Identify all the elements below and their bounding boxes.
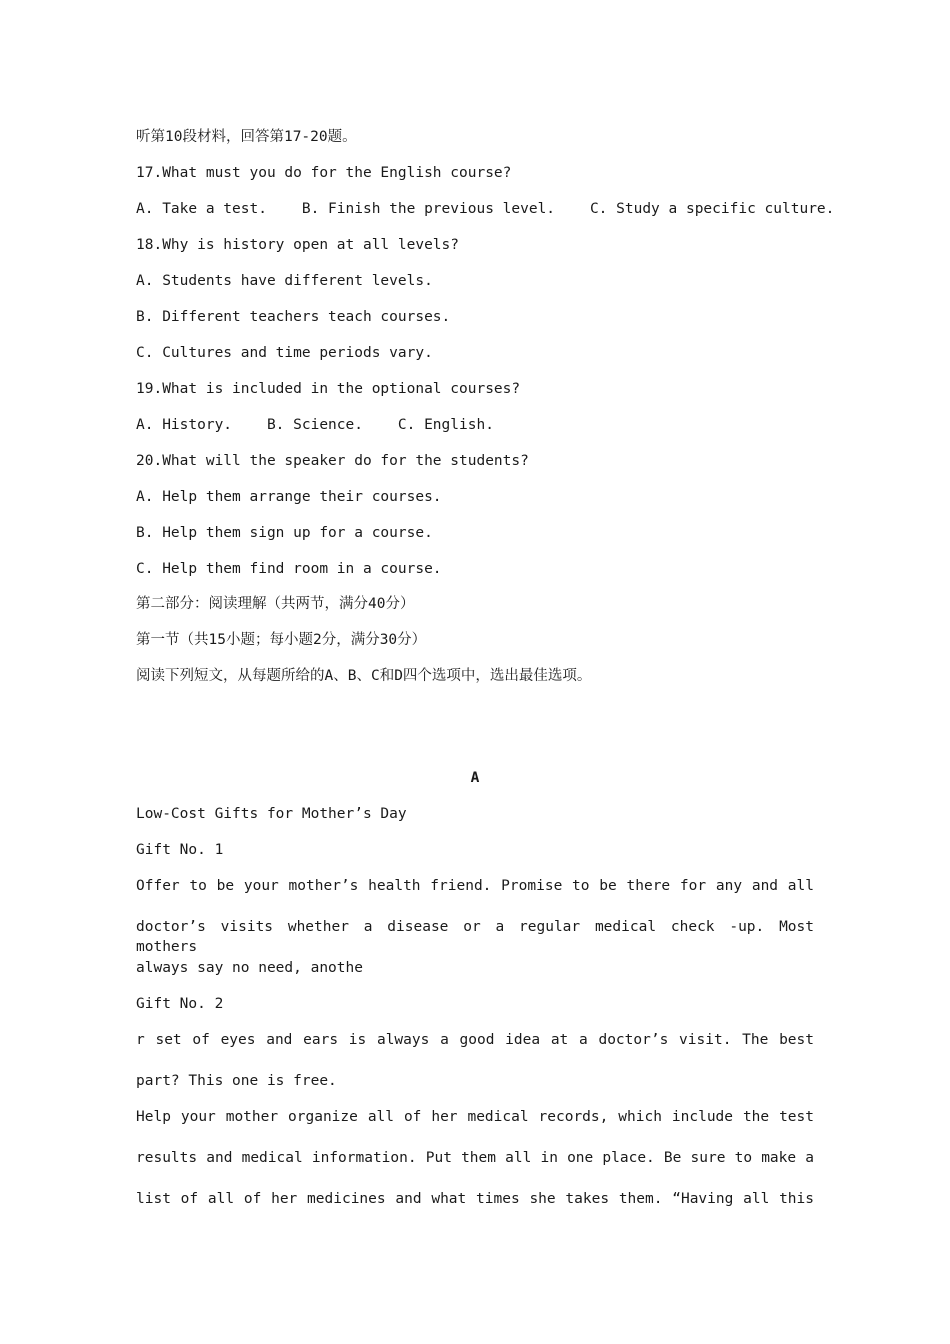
gift-2-line: part? This one is free.	[136, 1073, 337, 1089]
passage-title: Low-Cost Gifts for Mother’s Day	[136, 806, 407, 822]
question-18-option-a: A. Students have different levels.	[136, 273, 433, 289]
passage-letter: A	[470, 770, 480, 786]
question-20-option-c: C. Help them find room in a course.	[136, 561, 442, 577]
gift-2-line: r set of eyes and ears is always a good idea at a doctor’s visit. The best	[136, 1032, 814, 1048]
question-20-option-b: B. Help them sign up for a course.	[136, 525, 433, 541]
question-20-stem: 20.What will the speaker do for the students?	[136, 453, 529, 469]
reading-instruction: 阅读下列短文，从每题所给的A、B、C和D四个选项中，选出最佳选项。	[136, 668, 592, 684]
question-18-stem: 18.Why is history open at all levels?	[136, 237, 460, 253]
listening-instruction: 听第10段材料，回答第17-20题。	[136, 129, 357, 145]
gift-1-label: Gift No. 1	[136, 842, 224, 858]
paragraph-line: results and medical information. Put them all in one place. Be sure to make a	[136, 1150, 814, 1166]
gift-2-label: Gift No. 2	[136, 996, 224, 1012]
question-18-option-b: B. Different teachers teach courses.	[136, 309, 451, 325]
question-19-options: A. History. B. Science. C. English.	[136, 417, 494, 433]
question-20-option-a: A. Help them arrange their courses.	[136, 489, 442, 505]
reading-part-heading: 第二部分：阅读理解（共两节，满分40分）	[136, 596, 415, 612]
gift-1-line: always say no need, anothe	[136, 960, 363, 976]
gift-1-line: Offer to be your mother’s health friend. Promise to be there for any and all	[136, 878, 814, 894]
question-18-option-c: C. Cultures and time periods vary.	[136, 345, 433, 361]
gift-1-line: doctor’s visits whether a disease or a regular medical check -up. Most mothers	[136, 919, 814, 955]
question-19-stem: 19.What is included in the optional courses?	[136, 381, 521, 397]
paragraph-line: list of all of her medicines and what times she takes them. “Having all this	[136, 1191, 814, 1207]
question-17-options: A. Take a test. B. Finish the previous level. C. Study a specific culture.	[136, 201, 835, 217]
paragraph-line: Help your mother organize all of her medical records, which include the test	[136, 1109, 814, 1125]
reading-section-heading: 第一节（共15小题；每小题2分，满分30分）	[136, 632, 427, 648]
question-17-stem: 17.What must you do for the English course?	[136, 165, 512, 181]
